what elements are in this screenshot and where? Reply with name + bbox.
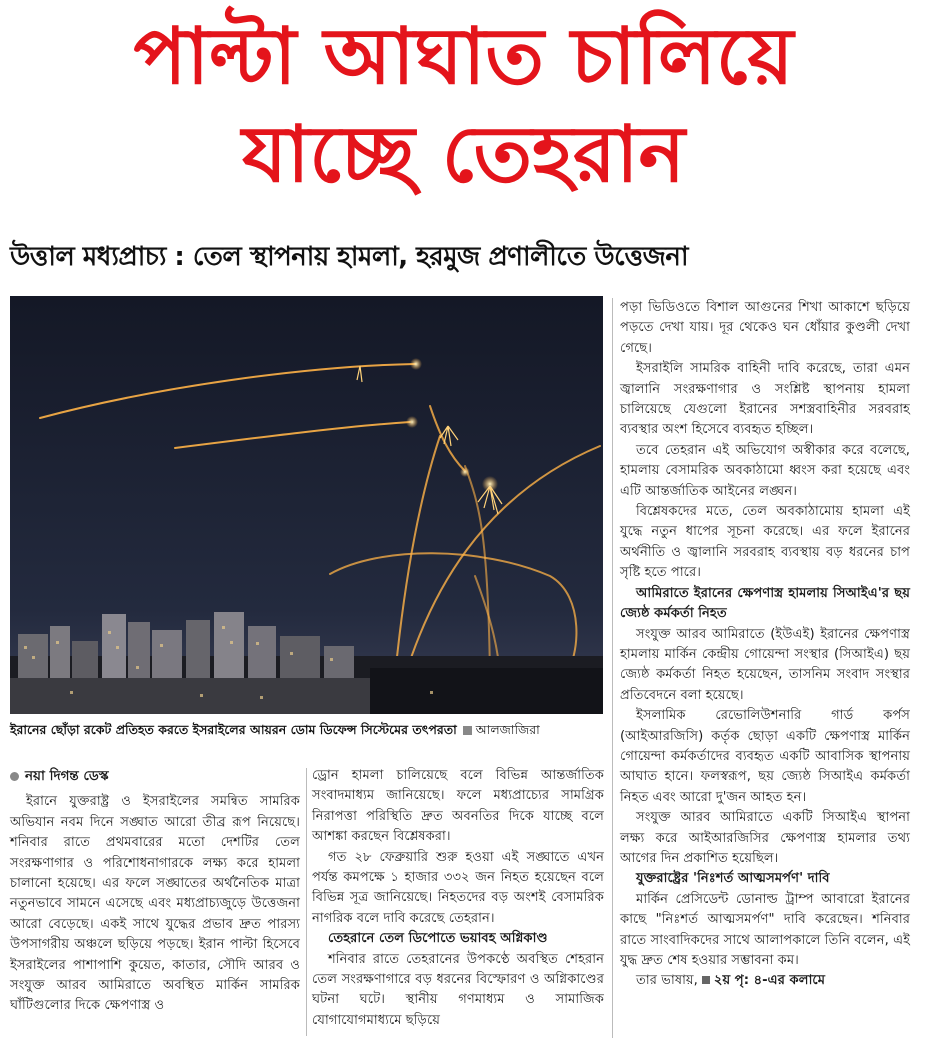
explosion-flash [482, 476, 498, 492]
square-icon [702, 976, 710, 984]
photo-caption [10, 722, 603, 742]
article-column-1 [10, 766, 300, 1017]
byline-text: নয়া দিগন্ত ডেস্ক [25, 768, 109, 784]
caption-text: ইরানের ছোঁড়া রকেট প্রতিহত করতে ইসরাইলের আয়রন ডোম ডিফেন্স সিস্টেমের তৎপরতা [10, 722, 457, 737]
byline [10, 766, 300, 786]
paragraph: ড্রোন হামলা চালিয়েছে বলে বিভিন্ন আন্তর্জাতিক সংবাদমাধ্যম জানিয়েছে। ফলে মধ্যপ্রাচ্যের সামগ্রিক নিরাপত্তা পরিস্থিতি দ্রুত অবনতির দিকে যাচ্ছে বলে আশঙ্কা করছেন বিশ্লেষকরা। [312, 768, 604, 845]
paragraph: তবে তেহরান এই অভিযোগ অস্বীকার করে বলেছে, হামলায় বেসামরিক অবকাঠামো ধ্বংস করা হয়েছে এবং এটি আন্তর্জাতিক আইনের লঙ্ঘন। [620, 442, 910, 499]
bullet-icon [10, 772, 19, 781]
night-sky-interception-illustration [10, 296, 603, 714]
paragraph: গত ২৮ ফেব্রুয়ারি শুরু হওয়া এই সঙ্ঘাতে এখন পর্যন্ত কমপক্ষে ১ হাজার ৩৩২ জন নিহত হয়েছেন বলে বিভিন্ন সূত্র জানিয়েছে। নিহতদের বড় অংশই বেসামরিক নাগরিক বলে দাবি করেছে তেহরান। [312, 849, 604, 926]
paragraph: ইরানে যুক্তরাষ্ট্র ও ইসরাইলের সমন্বিত সামরিক অভিযান নবম দিনে সঙ্ঘাত আরো তীব্র রূপ নিয়েছে। শনিবার রাতে প্রথমবারের মতো দেশটির তেল সংরক্ষণাগার ও পরিশোধনাগারকে লক্ষ্য করে হামলা চালানো হয়েছে। এর ফলে সঙ্ঘাতের অর্থনৈতিক মাত্রা নতুনভাবে সামনে এসেছে এবং মধ্যপ্রাচ্যজুড়ে উত্তেজনা আরো বেড়েছে। একই সাথে যুদ্ধের প্রভাব দ্রুত পারস্য উপসাগরীয় অঞ্চলে ছড়িয়ে পড়ছে। ইরান পাল্টা হিসেবে ইসরাইলের পাশাপাশি কুয়েত, কাতার, সৌদি আরব ও সংযুক্ত আরব আমিরাতে অবস্থিত মার্কিন সামরিক ঘাঁটিগুলোর দিকে ক্ষেপণাস্ত্র ও [10, 794, 300, 1014]
paragraph [620, 971, 910, 991]
photo-credit: আলজাজিরা [475, 722, 540, 737]
paragraph: ইসলামিক রেভোলিউশনারি গার্ড কর্পস (আইআরজিসি) কর্তৃক ছোড়া একটি ক্ষেপণাস্ত্র মার্কিন গোয়েন্দা কর্মকর্তাদের ব্যবহৃত একটি আবাসিক স্থাপনায় আঘাত হানে। ফলস্বরূপ, ছয় জ্যেষ্ঠ সিআইএ কর্মকর্তা নিহত এবং আরো দু'জন আহত হন। [620, 708, 910, 805]
column-divider [306, 768, 307, 1036]
caption-square-icon [463, 726, 472, 735]
explosion-flash [460, 467, 470, 477]
news-photo [10, 296, 603, 714]
section-subheading: তেহরানে তেল ডিপোতে ভয়াবহ অগ্নিকাণ্ড [328, 931, 548, 947]
explosion-flash [410, 358, 422, 370]
section-subheading: আমিরাতে ইরানের ক্ষেপণাস্ত্র হামলায় সিআইএ'র ছয় জ্যেষ্ঠ কর্মকর্তা নিহত [620, 585, 910, 622]
paragraph: পড়া ভিডিওতে বিশাল আগুনের শিখা আকাশে ছড়িয়ে পড়তে দেখা যায়। দূর থেকেও ঘন ধোঁয়ার কুণ্ডলী দেখা গেছে। [620, 300, 910, 356]
article-column-3 [620, 298, 910, 992]
headline-line-2: যাচ্ছে তেহরান [241, 110, 686, 200]
explosion-flash [406, 416, 418, 428]
subheadline: উত্তাল মধ্যপ্রাচ্য : তেল স্থাপনায় হামলা, হরমুজ প্রণালীতে উত্তেজনা [10, 242, 688, 272]
paragraph: সংযুক্ত আরব আমিরাতে (ইউএই) ইরানের ক্ষেপণাস্ত্র হামলায় মার্কিন কেন্দ্রীয় গোয়েন্দা সংস্থার (সিআইএ) ছয় জ্যেষ্ঠ কর্মকর্তা নিহত হয়েছেন, তাসনিম সংবাদ সংস্থার প্রতিবেদনে বলা হয়েছে। [620, 626, 910, 703]
paragraph: বিশ্লেষকদের মতে, তেল অবকাঠামোয় হামলা এই যুদ্ধে নতুন ধাপের সূচনা করেছে। এর ফলে ইরানের অর্থনীতি ও জ্বালানি সরবরাহ ব্যবস্থায় বড় ধরনের চাপ সৃষ্টি হতে পারে। [620, 504, 910, 581]
headline-line-1: পাল্টা আঘাত চালিয়ে [133, 12, 794, 102]
paragraph-text: তার ভাষায়, [636, 973, 698, 989]
paragraph: সংযুক্ত আরব আমিরাতে একটি সিআইএ স্থাপনা লক্ষ্য করে আইআরজিসির ক্ষেপণাস্ত্র হামলার তথ্য আগের দিন প্রকাশিত হয়েছিল। [620, 810, 910, 866]
article-column-2 [312, 766, 604, 1031]
continued-link[interactable] [698, 973, 825, 988]
paragraph: মার্কিন প্রেসিডেন্ট ডোনাল্ড ট্রাম্প আবারো ইরানের কাছে "নিঃশর্ত আত্মসমর্পণ" দাবি করেছেন। শনিবার রাতে সাংবাদিকদের সাথে আলাপকালে তিনি বলেন, এই যুদ্ধ দ্রুত শেষ হওয়ার সম্ভাবনা কম। [620, 891, 910, 968]
paragraph: ইসরাইলি সামরিক বাহিনী দাবি করেছে, তারা এমন জ্বালানি সংরক্ষণাগার ও সংশ্লিষ্ট স্থাপনায় হামলা চালিয়েছে যেগুলো ইরানের সশস্ত্রবাহিনীর সরবরাহ ব্যবস্থার অংশ হিসেবে ব্যবহৃত হচ্ছিল। [620, 361, 910, 438]
paragraph: শনিবার রাতে তেহরানের উপকণ্ঠে অবস্থিত শেহরান তেল সংরক্ষণাগারে বড় ধরনের বিস্ফোরণ ও অগ্নিকাণ্ডের ঘটনা ঘটে। স্থানীয় গণমাধ্যম ও সামাজিক যোগাযোগমাধ্যমে ছড়িয়ে [312, 951, 604, 1028]
headline [0, 8, 927, 204]
section-subheading: যুক্তরাষ্ট্রের 'নিঃশর্ত আত্মসমর্পণ' দাবি [636, 871, 830, 887]
column-divider [612, 298, 613, 1038]
continued-text[interactable]: ২য় পৃ: ৪-এর কলামে [713, 973, 826, 989]
